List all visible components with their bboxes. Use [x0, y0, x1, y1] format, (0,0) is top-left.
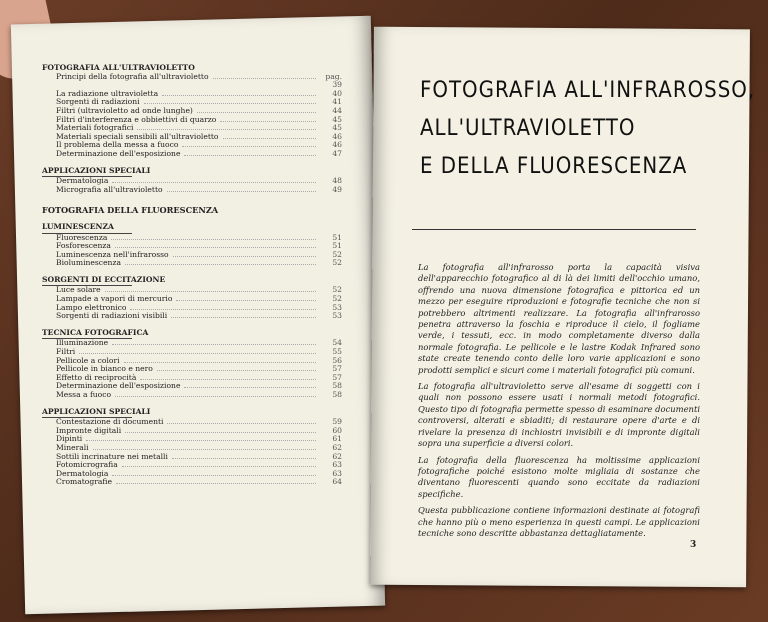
leader-dots [176, 295, 316, 301]
leader-dots [157, 365, 316, 371]
leader-dots [105, 286, 316, 292]
toc-entry-label: Determinazione dell'esposizione [56, 381, 181, 391]
heading-line: ALL'ULTRAVIOLETTO [420, 116, 636, 141]
section-title: SORGENTI DI ECCITAZIONE [42, 274, 166, 284]
leader-dots [167, 186, 316, 192]
paragraph: La fotografia della fluorescenza ha moltissime applicazioni fotografiche poiché esistono molte migliaia di sostanze che diventano fluorescenti quando sono eccitate da radiazioni specifiche. [418, 454, 700, 499]
toc-entry-page: 56 [332, 355, 342, 365]
leader-dots [213, 73, 316, 79]
toc-entry [42, 312, 342, 321]
toc-entry-page: 62 [332, 451, 342, 461]
section-title: LUMINESCENZA [42, 221, 114, 231]
toc-entry-label: Luminescenza nell'infrarosso [56, 249, 169, 259]
toc-entry-label: Luce solare [56, 285, 101, 295]
toc-entry-label: Materiali speciali sensibili all'ultravioletto [56, 131, 219, 141]
leader-dots [220, 116, 316, 122]
toc-entry-page: 60 [332, 425, 342, 435]
leader-dots [122, 461, 316, 467]
heading-line: FOTOGRAFIA ALL'INFRAROSSO, [420, 78, 756, 103]
toc-entry [42, 73, 342, 90]
toc-entry-label: Sorgenti di radiazioni [56, 97, 140, 107]
toc-entry-page: 45 [332, 123, 342, 133]
toc-entry-page: 53 [332, 311, 342, 321]
toc-entry-page: 63 [332, 460, 342, 470]
leader-dots [173, 251, 316, 257]
table-of-contents [42, 56, 342, 487]
leader-dots [144, 98, 316, 104]
leader-dots [86, 435, 316, 441]
leader-dots [171, 312, 316, 318]
toc-entry-page: 57 [332, 364, 342, 374]
toc-entry-label: Lampade a vapori di mercurio [56, 294, 173, 304]
toc-entry-label: Impronte digitali [56, 425, 122, 435]
toc-entry-label: Fosforescenza [56, 241, 111, 251]
paragraph: La fotografia all'infrarosso porta la capacità visiva dell'apparecchio fotografico al di là dei limiti dell'occhio umano, offrendo una nuova dimensione fotografica e pittorica ed un mezzo per eseguire riproduzioni e fotografie tecniche che non si potrebbero altrimenti realizzare. La fotografia all'infrarosso penetra attraverso la foschia e riproduce il cielo, il fogliame verde, i tessuti, ecc. in modo completamente diverso dalla normale fotografia. Le pellicole e le lastre Kodak Infrared sono state create tenendo conto delle loro varie applicazioni e sono prodotti semplici e sicuri come i materiali fotografici più comuni. [418, 262, 700, 375]
toc-entry-page: 51 [332, 241, 342, 251]
toc-entry-page: 58 [332, 390, 342, 399]
toc-entry-label: Il problema della messa a fuoco [56, 140, 179, 150]
toc-entry-page: 57 [332, 372, 342, 382]
toc-entry-label: Pellicole a colori [56, 355, 120, 365]
toc-entry-page: 51 [332, 232, 342, 242]
toc-entry-label: Lampo elettronico [56, 302, 127, 312]
toc-entry-page: 55 [332, 347, 342, 357]
leader-dots [184, 150, 316, 156]
section-title: APPLICAZIONI SPECIALI [42, 406, 151, 416]
toc-entry [42, 427, 342, 436]
toc-entry [42, 150, 342, 159]
toc-entry-page: 53 [332, 302, 342, 312]
toc-entry-page: 61 [332, 434, 342, 444]
toc-entry-label: Pellicole in bianco e nero [56, 364, 153, 374]
toc-entry-page: 41 [332, 97, 342, 107]
leader-dots [140, 374, 316, 380]
leader-dots [184, 382, 316, 388]
section-title: TECNICA FOTOGRAFICA [42, 327, 149, 337]
toc-entry [42, 391, 342, 400]
toc-entry-label: Filtri d'interferenza e obbiettivi di quarzo [56, 114, 217, 124]
toc-entry-label: Materiali fotografici [56, 123, 134, 133]
heading-line: E DELLA FLUORESCENZA [420, 154, 688, 179]
leader-dots [111, 234, 316, 240]
toc-entry-label: Fluorescenza [56, 232, 108, 242]
toc-entry-page: 49 [332, 184, 342, 194]
toc-entry-page: 47 [332, 148, 342, 158]
leader-dots [125, 427, 316, 433]
page-number: 3 [690, 540, 697, 550]
leader-dots [167, 418, 316, 424]
toc-entry-page: 52 [332, 258, 342, 268]
toc-entry-page: 52 [332, 294, 342, 304]
toc-entry-page: 58 [332, 381, 342, 391]
toc-entry-label: Dermatologia [56, 468, 109, 478]
toc-entry-label: Sorgenti di radiazioni visibili [56, 311, 168, 321]
toc-entry-page: 59 [332, 417, 342, 427]
leader-dots [115, 242, 316, 248]
leader-dots [197, 107, 316, 113]
toc-entry-label: Filtri [56, 347, 76, 357]
toc-entry-page: 54 [332, 338, 342, 348]
leader-dots [182, 141, 316, 147]
section-title: FOTOGRAFIA DELLA FLUORESCENZA [42, 205, 219, 216]
toc-entry-label: Principi della fotografia all'ultravioletto [56, 71, 209, 81]
leader-dots [115, 391, 316, 397]
toc-entry-page: 46 [332, 140, 342, 150]
toc-entry-label: Filtri (ultravioletto ad onde lunghe) [56, 105, 193, 115]
toc-entry-label: Fotomicrografia [56, 460, 118, 470]
toc-entry-label: Contestazione di documenti [56, 417, 164, 427]
toc-entry-label: Illuminazione [56, 338, 109, 348]
toc-entry-page: 44 [332, 105, 342, 115]
toc-entry-page: 45 [332, 114, 342, 124]
section-title: FOTOGRAFIA ALL'ULTRAVIOLETTO [42, 63, 195, 72]
paragraph: La fotografia all'ultravioletto serve all'esame di soggetti con i quali non possono essere usati i normali metodi fotografici. Questo tipo di fotografia permette spesso di esaminare documenti controversi, alterati e sbiaditi; di restaurare opere d'arte e di rivelare la presenza di inchiostri invisibili e di impronte digitali sopra una superficie a diversi colori. [418, 381, 700, 449]
leader-dots [137, 124, 316, 130]
toc-entry [42, 186, 342, 195]
section-title: APPLICAZIONI SPECIALI [42, 165, 151, 175]
toc-entry-label: Micrografia all'ultravioletto [56, 184, 163, 194]
toc-entry-page: 52 [332, 249, 342, 259]
leader-dots [130, 304, 316, 310]
toc-entry-label: Dipinti [56, 434, 83, 444]
toc-entry-page: 62 [332, 442, 342, 452]
toc-entry [42, 259, 342, 268]
toc-entry [42, 339, 342, 348]
leader-dots [124, 357, 316, 363]
leader-dots [112, 177, 316, 183]
toc-entry-page: 63 [332, 468, 342, 478]
leader-dots [162, 90, 316, 96]
leader-dots [112, 339, 316, 345]
leader-dots [223, 133, 317, 139]
toc-entry-label: La radiazione ultravioletta [56, 88, 159, 98]
toc-entry-page: pag. 39 [325, 71, 342, 90]
toc-entry-label: Determinazione dell'esposizione [56, 148, 181, 158]
toc-entry-page: 64 [332, 477, 342, 487]
leader-dots [172, 453, 316, 459]
toc-entry-page: 52 [332, 285, 342, 295]
toc-entry-label: Messa a fuoco [56, 390, 112, 399]
toc-entry-page: 46 [332, 131, 342, 141]
toc-entry-label: Effetto di reciprocità [56, 372, 137, 382]
toc-entry-label: Cromatografie [56, 477, 112, 487]
toc-entry-label: Bioluminescenza [56, 258, 121, 268]
toc-entry-label: Sottili incrinature nei metalli [56, 451, 168, 461]
toc-entry-page: 48 [332, 176, 342, 186]
leader-dots [125, 259, 316, 265]
leader-dots [79, 348, 316, 354]
heading-divider [412, 229, 696, 230]
toc-entry [42, 478, 342, 487]
toc-entry-label: Dermatologia [56, 176, 109, 186]
paragraph: Questa pubblicazione contiene informazioni destinate ai fotografi che hanno più o meno esperienza in questi campi. Le applicazioni tecniche sono descritte abbastanza dettagliatamente. [418, 505, 700, 538]
page-heading [420, 72, 755, 186]
toc-entry-page: 40 [332, 88, 342, 98]
leader-dots [112, 470, 316, 476]
toc-entry-label: Minerali [56, 442, 89, 452]
leader-dots [93, 444, 316, 450]
intro-text [418, 262, 700, 544]
leader-dots [116, 478, 316, 484]
